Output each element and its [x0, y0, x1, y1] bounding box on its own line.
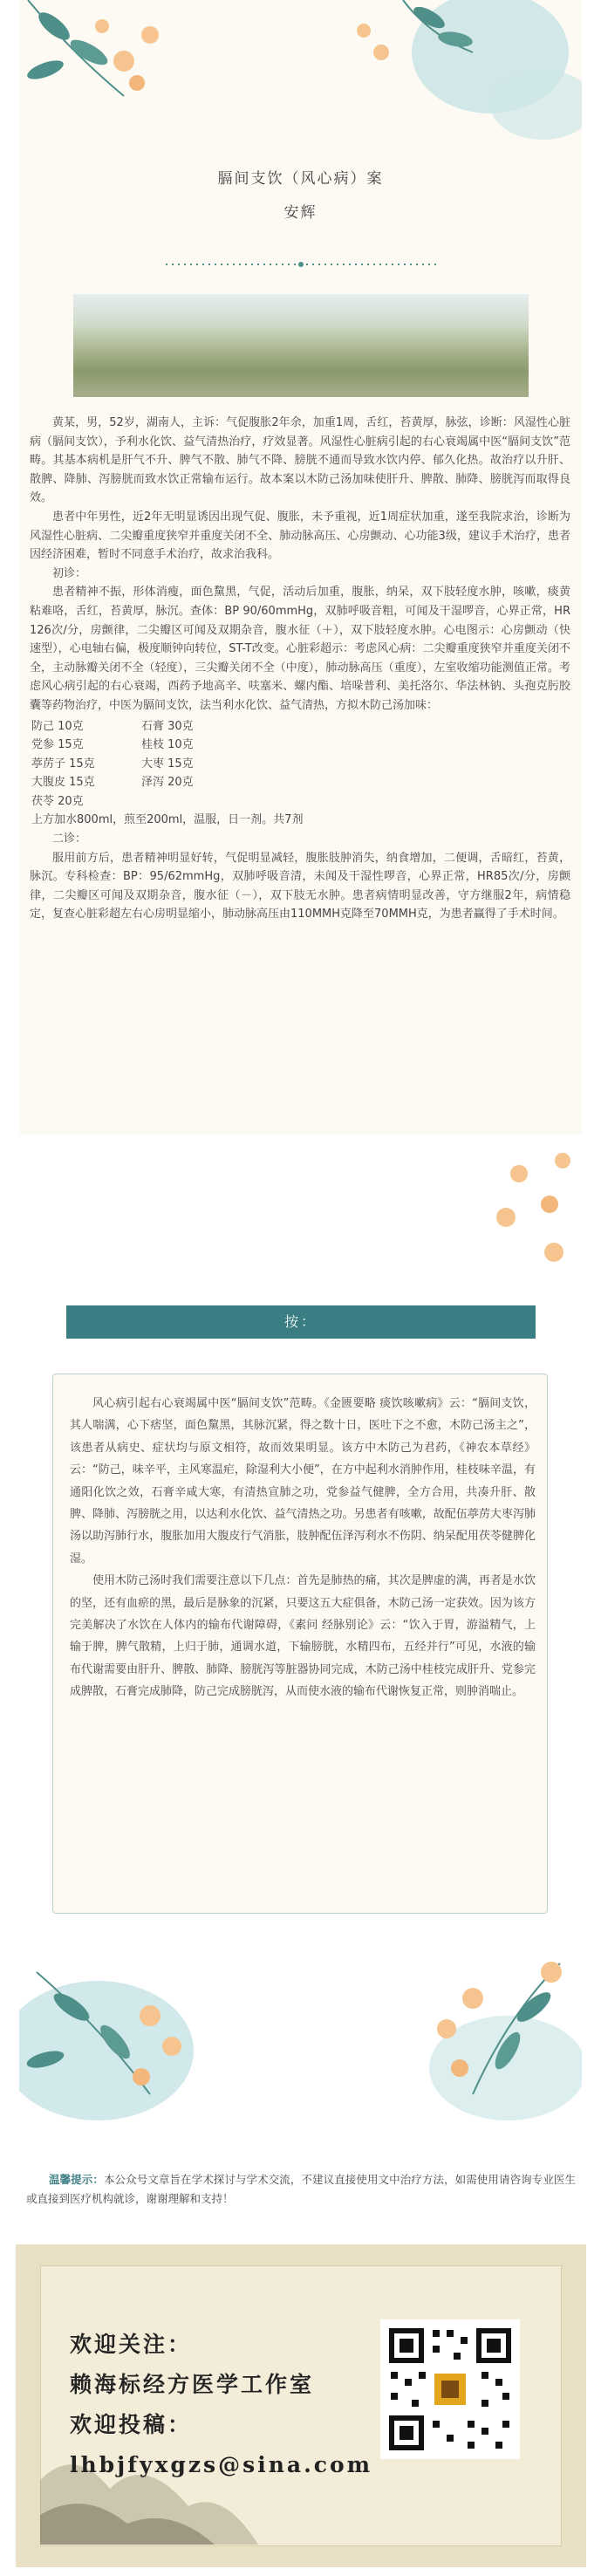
commentary-heading: 按：: [66, 1305, 536, 1339]
paragraph-intro: 黄某，男，52岁，湖南人，主诉：气促腹胀2年余，加重1周，舌红，苔黄厚，脉弦，诊断：风湿性心脏病（膈间支饮），予利水化饮、益气清热治疗，疗效显著。风湿性心脏病引起的右心衰竭属中医“膈间支饮”范畴。其基本病机是肝气不升、脾气不散、肺气不降、膀胱不通而导致水饮内停、郁久化热。故治疗以升肝、散脾、降肺、泻膀胱而致水饮正常输布运行。故本案以木防己汤加味使肝升、脾散、肺降、膀胱泻而取得良效。: [30, 416, 570, 505]
promo-studio-name: 赖海标经方医学工作室: [70, 2372, 315, 2397]
herb-row: [30, 755, 570, 774]
article-body: [30, 414, 570, 924]
commentary-text: [70, 1393, 536, 1703]
promo-email: lhbjfyxgzs@sina.com: [70, 2452, 373, 2477]
herb-row: [30, 717, 570, 736]
herb-row: [30, 736, 570, 755]
second-visit-label: 二诊：: [52, 832, 87, 846]
promo-follow-label: 欢迎关注：: [70, 2332, 193, 2357]
paragraph-history: 患者中年男性，近2年无明显诱因出现气促、腹胀，未予重视，近1周症状加重，遂至我院求治，诊断为风湿性心脏病、二尖瓣重度狭窄并重度关闭不全、肺动脉高压、心房颤动、心功能3级，建议手术治疗，患者因经济困难，暂时不同意手术治疗，故求治我科。: [30, 510, 570, 562]
qr-code[interactable]: [380, 2319, 520, 2459]
herb-item: 党参 15克: [31, 738, 84, 752]
herb-row: [30, 792, 570, 812]
warning-text: 本公众号文章旨在学术探讨与学术交流，不建议直接使用文中治疗方法，如需使用请咨询专业医生或直接到医疗机构就诊，谢谢理解和支持！: [26, 2173, 576, 2205]
floral-decoration-top: [19, 0, 582, 148]
floral-decoration-bottom: [19, 1920, 582, 2120]
herb-item: 大枣 15克: [141, 757, 194, 771]
flower-decoration-middle: [471, 1134, 584, 1274]
landscape-photo: [73, 294, 529, 397]
herb-item: 桂枝 10克: [141, 738, 194, 752]
warning-label: 温馨提示：: [49, 2173, 104, 2186]
herb-item: 茯苓 20克: [31, 794, 84, 808]
warning-notice: [26, 2170, 576, 2209]
herb-item: 石膏 30克: [141, 719, 194, 733]
paragraph-second-visit: 服用前方后，患者精神明显好转，气促明显减轻，腹胀肢肿消失，纳食增加，二便调，舌暗红，苔黄，脉沉。专科检查：BP：95/62mmHg，双肺呼吸音清，未闻及干湿性啰音，心界正常，HR85次/分，房颤律，二尖瓣区可闻及双期杂音，腹水征（－），双下肢无水肿。患者病情明显改善，守方继服2年，病情稳定，复查心脏彩超左右心房明显缩小，肺动脉高压由110MMH克降至70MMH克，为患者赢得了手术时间。: [30, 851, 570, 921]
promo-submit-label: 欢迎投稿：: [70, 2412, 193, 2437]
dosage-instructions: 上方加水800ml，煎至200ml，温服，日一剂。共7剂: [31, 813, 304, 827]
paragraph-first-visit: 患者精神不振，形体消瘦，面色黧黑，气促，活动后加重，腹胀，纳呆，双下肢轻度水肿，咳嗽，痰黄粘难咯，舌红，苔黄厚，脉沉。查体：BP 90/60mmHg，双肺呼吸音粗，可闻及干湿啰音，心界正常，HR 126次/分，房颤律，二尖瓣区可闻及双期杂音，腹水征（＋），双下肢轻度水肿。心电图示：心房颤动（快速型），心电轴右偏，极度顺钟向转位，ST-T改变。心脏彩超示：考虑风心病：二尖瓣重度狭窄并重度关闭不全，主动脉瓣关闭不全（轻度），三尖瓣关闭不全（中度），肺动脉高压（重度），左室收缩功能测值正常。考虑风心病引起的右心衰竭，西药予地高辛、呋塞米、螺内酯、培哚普利、美托洛尔、华法林钠、头孢克肟胶囊等药物治疗，中医为膈间支饮，法当利水化饮、益气清热，方拟木防己汤加味：: [30, 586, 570, 712]
promo-text: [70, 2325, 372, 2485]
herb-row: [30, 773, 570, 792]
herb-item: 葶苈子 15克: [31, 757, 95, 771]
article-title: 膈间支饮（风心病）案: [217, 170, 384, 188]
article-author: 安辉: [283, 204, 318, 222]
herb-list: [30, 717, 570, 812]
dotted-divider: [166, 262, 436, 267]
commentary-paragraph: 使用木防己汤时我们需要注意以下几点：首先是肺热的痛，其次是脾虚的满，再者是水饮的坚，还有血瘀的黑，最后是脉象的沉紧，只要这五大症俱备，木防己汤一定获效。因为该方完美解决了水饮在人体内的输布代谢障碍，《素问 经脉别论》云：“饮入于胃，游溢精气，上输于脾，脾气散精，上归于肺，通调水道，下输膀胱，水精四布，五经并行”可见，水液的输布代谢需要由肝升、脾散、肺降、膀胱泻等脏器协同完成，木防己汤中桂枝完成肝升、党参完成脾散，石膏完成肺降，防己完成膀胱泻，从而使水液的输布代谢恢复正常，则肿消喘止。: [70, 1574, 536, 1699]
herb-item: 泽泻 20克: [141, 776, 194, 790]
commentary-paragraph: 风心病引起右心衰竭属中医“膈间支饮”范畴。《金匮要略 痰饮咳嗽病》云：“膈间支饮，其人喘满，心下痞坚，面色黧黑，其脉沉紧，得之数十日，医吐下之不愈，木防己汤主之”，该患者从病史、症状均与原文相符，故而效果明显。该方中木防己为君药，《神农本草经》云：“防己，味辛平，主风寒温疟，除湿利大小便”，在方中起利水消肿作用，桂枝味辛温，有通阳化饮之效，石膏辛咸大寒，有清热宣肺之功，党参益气健脾，全方合用，共凑升肝、散脾、降肺、泻膀胱之用，以达利水化饮、益气清热之功。另患者有咳嗽，故配伍葶苈大枣泻肺汤以助泻肺行水，腹胀加用大腹皮行气消胀，肢肿配伍泽泻利水不伤阴、纳呆配用茯苓健脾化湿。: [70, 1397, 536, 1565]
title-block: [19, 166, 582, 222]
herb-item: 防己 10克: [31, 719, 84, 733]
herb-item: 大腹皮 15克: [31, 776, 95, 790]
first-visit-label: 初诊：: [52, 566, 87, 580]
promo-banner: [16, 2244, 586, 2567]
